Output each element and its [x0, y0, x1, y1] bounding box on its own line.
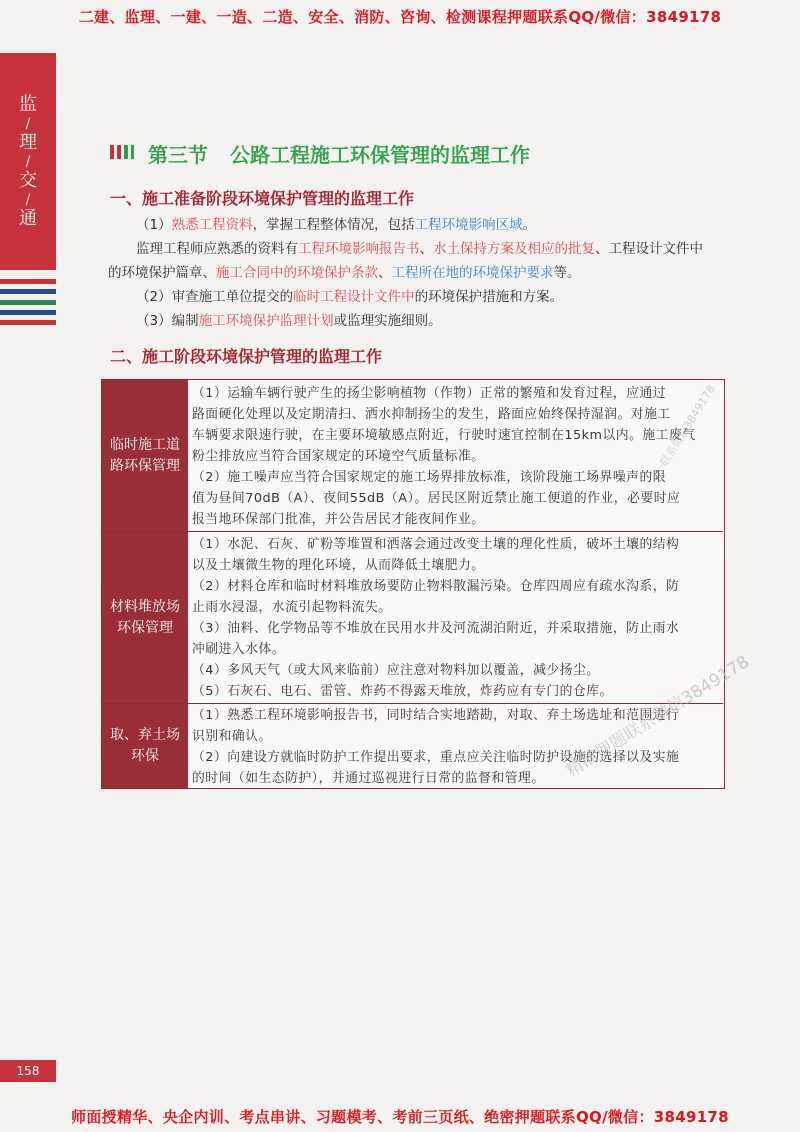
chapter-side-tab — [0, 53, 56, 270]
row-label: 取、弃土场环保 — [102, 704, 188, 788]
side-tab-char: 交 — [19, 169, 37, 191]
row-line: 冲刷进入水体。 — [192, 642, 286, 657]
watermark-text: 一联系微信3849178 — [651, 382, 718, 478]
row-content — [192, 383, 717, 530]
decor-stripe — [0, 279, 56, 284]
section-marker-icon — [110, 142, 140, 162]
row-line: （2）向建设方就临时防护工作提出要求，重点应关注临时防护设施的选择以及实施 — [192, 750, 680, 765]
watermark-text: 精准押题联系微信3849178 — [562, 652, 753, 782]
row-line: 识别和确认。 — [192, 729, 272, 744]
row-line: （4）多风天气（或大风来临前）应注意对物料加以覆盖，减少扬尘。 — [192, 663, 600, 678]
part1-para-line2: 的环境保护篇章、施工合同中的环境保护条款、工程所在地的环境保护要求等。 — [108, 265, 581, 281]
part1-para-line1: 监理工程师应熟悉的资料有工程环境影响报告书、水土保持方案及相应的批复、工程设计文件中 — [136, 241, 703, 257]
side-tab-separator: / — [25, 153, 31, 170]
part1-item1: （1）熟悉工程资料，掌握工程整体情况，包括工程环境影响区域。 — [136, 217, 537, 233]
table-row — [102, 532, 723, 704]
row-line: 的时间（如生态防护），并通过巡视进行日常的监督和管理。 — [192, 771, 545, 786]
row-line: 粉尘排放应当符合国家规定的环境空气质量标准。 — [192, 449, 485, 464]
row-line: （1）熟悉工程环境影响报告书，同时结合实地踏勘，对取、弃土场选址和范围进行 — [192, 708, 680, 723]
decor-stripe — [0, 289, 56, 294]
part1-item2: （2）审查施工单位提交的临时工程设计文件中的环境保护措施和方案。 — [136, 289, 564, 305]
row-line: （2）材料仓库和临时材料堆放场要防止物料散漏污染。仓库四周应有疏水沟系，防 — [192, 579, 680, 594]
part1-item3: （3）编制施工环境保护监理计划或监理实施细则。 — [136, 313, 442, 329]
table-row — [102, 380, 723, 532]
row-content — [192, 534, 717, 702]
row-line: 以及土壤微生物的理化环境，从而降低土壤肥力。 — [192, 558, 485, 573]
row-label: 材料堆放场环保管理 — [102, 532, 188, 703]
page-number: 158 — [0, 1060, 56, 1082]
row-line: （3）油料、化学物品等不堆放在民用水井及河流湖泊附近，并采取措施，防止雨水 — [192, 621, 680, 636]
side-tab-separator: / — [25, 191, 31, 208]
row-line: （1）运输车辆行驶产生的扬尘影响植物（作物）正常的繁殖和发育过程，应通过 — [192, 386, 667, 401]
decor-stripe — [0, 320, 56, 325]
row-label: 临时施工道路环保管理 — [102, 380, 188, 531]
decor-stripe — [0, 300, 56, 305]
row-line: 止雨水浸湿，水流引起物料流失。 — [192, 600, 392, 615]
side-tab-char: 监 — [19, 93, 37, 115]
side-tab-char: 通 — [19, 207, 37, 229]
row-line: 值为昼间70dB（A）、夜间55dB（A）。居民区附近禁止施工便道的作业，必要时应 — [192, 491, 681, 506]
decor-stripe — [0, 310, 56, 315]
row-line: 车辆要求限速行驶，在主要环境敏感点附近，行驶时速宜控制在15km以内。施工废气 — [192, 428, 696, 443]
top-banner: 二建、监理、一建、一造、二造、安全、消防、咨询、检测课程押题联系QQ/微信：3849178 — [78, 8, 722, 26]
row-line: （2）施工噪声应当符合国家规定的施工场界排放标准，该阶段施工场界噪声的限 — [192, 470, 667, 485]
row-line: （1）水泥、石灰、矿粉等堆置和洒落会通过改变土壤的理化性质，破坏土壤的结构 — [192, 537, 680, 552]
part1-heading: 一、施工准备阶段环境保护管理的监理工作 — [110, 189, 415, 208]
row-line: （5）石灰石、电石、雷管、炸药不得露天堆放，炸药应有专门的仓库。 — [192, 684, 613, 699]
row-line: 路面硬化处理以及定期清扫、洒水抑制扬尘的发生，路面应始终保持湿润。对施工 — [192, 407, 671, 422]
side-tab-separator: / — [25, 115, 31, 132]
bottom-banner: 师面授精华、央企内训、考点串讲、习题模考、考前三页纸、绝密押题联系QQ/微信：3849178 — [71, 1108, 729, 1126]
section-title: 第三节 公路工程施工环保管理的监理工作 — [148, 143, 530, 167]
part2-heading: 二、施工阶段环境保护管理的监理工作 — [110, 347, 383, 366]
row-line: 报当地环保部门批准，并公告居民才能夜间作业。 — [192, 512, 485, 527]
side-tab-char: 理 — [19, 131, 37, 153]
